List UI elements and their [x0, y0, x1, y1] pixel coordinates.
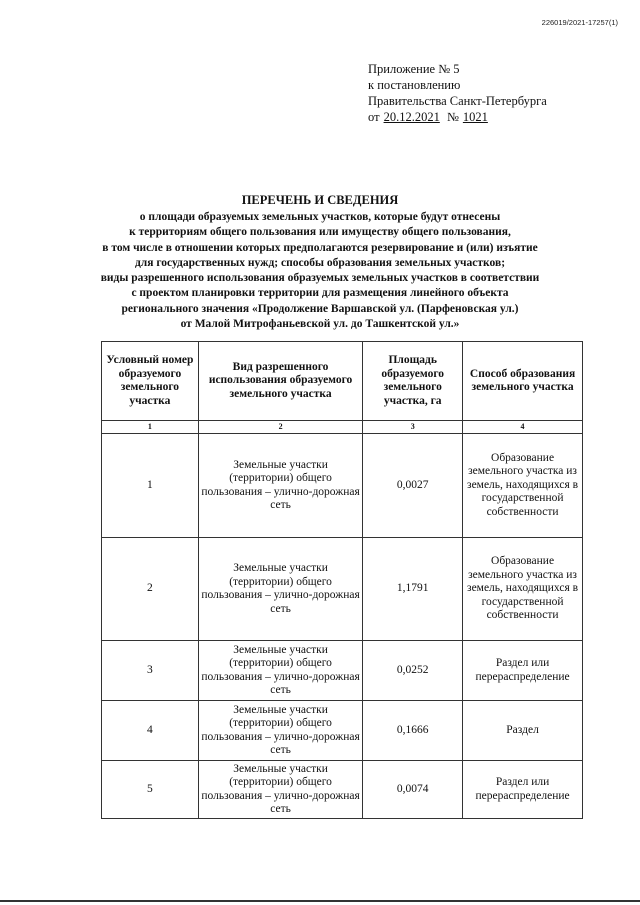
resolution-number: 1021 [462, 110, 488, 124]
cell-plot-number: 5 [102, 761, 199, 819]
column-number: 1 [102, 421, 199, 434]
subtitle-line: о площади образуемых земельных участков, которые будут отнесены [139, 211, 501, 223]
cell-formation-method: Раздел [463, 701, 583, 761]
cell-permitted-use: Земельные участки (территории) общего пользования – улично-дорожная сеть [198, 434, 363, 538]
appendix-line-3: Правительства Санкт-Петербурга [368, 94, 547, 108]
land-plots-table [101, 341, 583, 819]
table-header-row [102, 342, 583, 421]
column-number: 2 [198, 421, 363, 434]
cell-plot-number: 1 [102, 434, 199, 538]
column-number: 4 [463, 421, 583, 434]
cell-plot-number: 4 [102, 701, 199, 761]
cell-permitted-use: Земельные участки (территории) общего пользования – улично-дорожная сеть [198, 538, 363, 641]
cell-area: 0,0027 [363, 434, 463, 538]
subtitle-line: от Малой Митрофаньевской ул. до Ташкентской ул.» [180, 318, 460, 331]
table-row [102, 641, 583, 701]
cell-formation-method: Образование земельного участка из земель, находящихся в государственной собственности [463, 538, 583, 641]
cell-plot-number: 2 [102, 538, 199, 641]
appendix-header [368, 61, 547, 125]
header-plot-number: Условный номер образуемого земельного участка [102, 342, 199, 421]
cell-formation-method: Образование земельного участка из земель, находящихся в государственной собственности [463, 434, 583, 538]
column-number: 3 [363, 421, 463, 434]
table-row [102, 701, 583, 761]
page-title: ПЕРЕЧЕНЬ И СВЕДЕНИЯ [241, 193, 399, 207]
subtitle-line: для государственных нужд; способы образования земельных участков; [134, 256, 506, 269]
header-formation-method: Способ образования земельного участка [463, 342, 583, 421]
cell-area: 0,0074 [363, 761, 463, 819]
document-reference: 226019/2021-17257(1) [541, 18, 618, 27]
cell-permitted-use: Земельные участки (территории) общего пользования – улично-дорожная сеть [198, 641, 363, 701]
appendix-date-line [368, 109, 547, 125]
table-row [102, 538, 583, 641]
subtitle-line: к территориям общего пользования или имуществу общего пользования, [129, 226, 511, 239]
subtitle-line: виды разрешенного использования образуемых земельных участков в соответствии [100, 272, 540, 285]
cell-permitted-use: Земельные участки (территории) общего пользования – улично-дорожная сеть [198, 701, 363, 761]
cell-formation-method: Раздел или перераспределение [463, 641, 583, 701]
cell-area: 1,1791 [363, 538, 463, 641]
cell-area: 0,1666 [363, 701, 463, 761]
table-row [102, 434, 583, 538]
cell-plot-number: 3 [102, 641, 199, 701]
resolution-date: 20.12.2021 [383, 110, 440, 124]
cell-area: 0,0252 [363, 641, 463, 701]
header-area: Площадь образуемого земельного участка, га [363, 342, 463, 421]
appendix-line-2: к постановлению [368, 78, 461, 92]
appendix-line-1: Приложение № 5 [368, 62, 460, 76]
date-prefix: от [368, 110, 380, 124]
cell-formation-method: Раздел или перераспределение [463, 761, 583, 819]
number-prefix: № [446, 110, 459, 124]
page-bottom-border [0, 900, 640, 902]
subtitle-line: регионального значения «Продолжение Варшавской ул. (Парфеновская ул.) [121, 302, 519, 315]
subtitle-line: с проектом планировки территории для размещения линейного объекта [131, 287, 509, 300]
column-number-row [102, 421, 583, 434]
cell-permitted-use: Земельные участки (территории) общего пользования – улично-дорожная сеть [198, 761, 363, 819]
table-row [102, 761, 583, 819]
header-permitted-use: Вид разрешенного использования образуемого земельного участка [198, 342, 363, 421]
page-subtitle [60, 210, 580, 332]
subtitle-line: в том числе в отношении которых предполагаются резервирование и (или) изъятие [102, 241, 538, 254]
